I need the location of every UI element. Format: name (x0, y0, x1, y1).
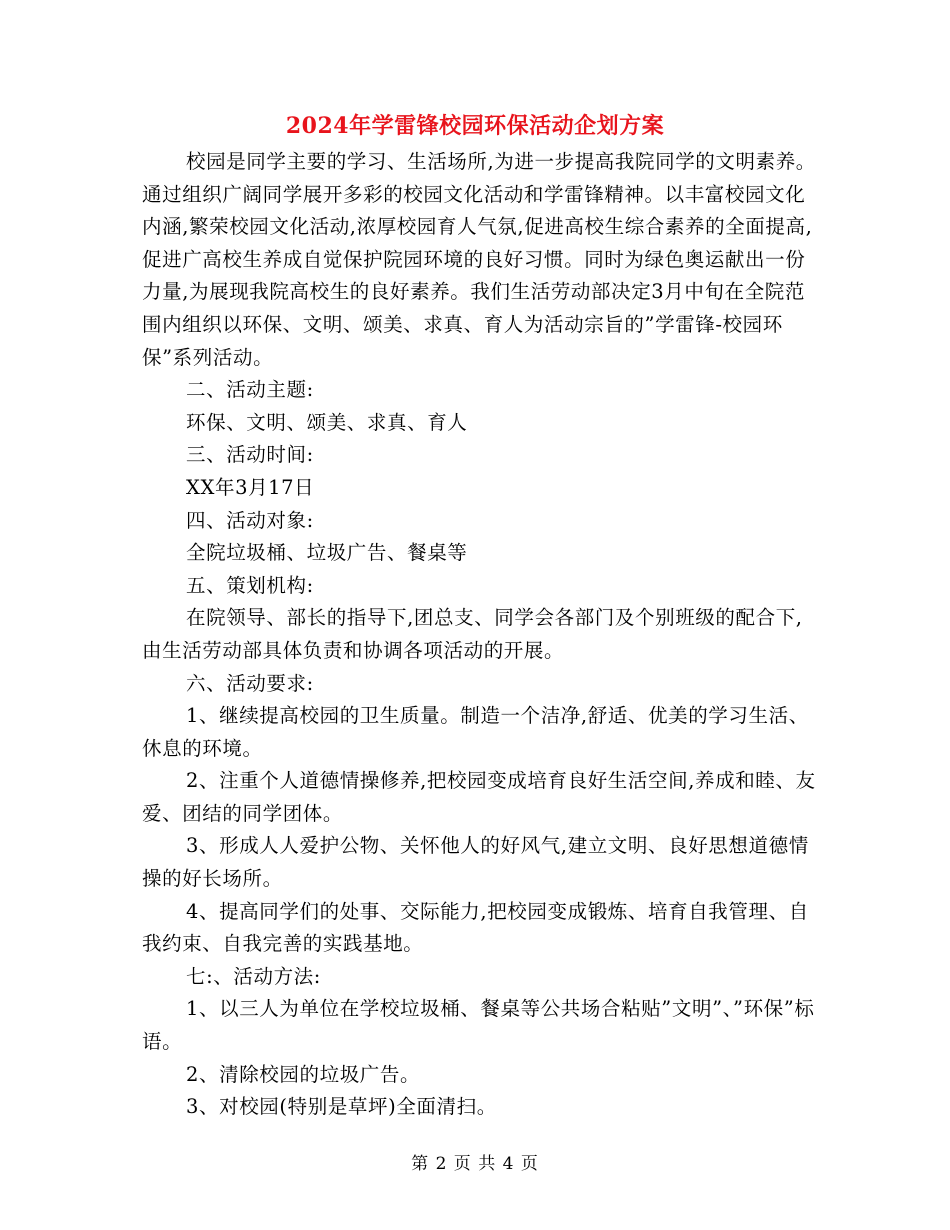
section-content-time: XX年3月17日 (186, 475, 315, 499)
section-content-target: 全院垃圾桶、垃圾广告、餐桌等 (186, 541, 468, 565)
intro-paragraph: 校园是同学主要的学习、生活场所,为进一步提高我院同学的文明素养。通过组织广阔同学展开多彩的校园文化活动和学雷锋精神。以丰富校园文化内涵,繁荣校园文化活动,浓厚校园育人气氛,促进高校生综合素养的全面提高,促进广高校生养成自觉保护院园环境的良好习惯。同时为绿色奥运献出一份力量,为展现我院高校生的良好素养。我们生活劳动部决定3月中旬在全院范围内组织以环保、文明、颂美、求真、育人为活动宗旨的”学雷锋-校园环保”系列活动。 (142, 150, 816, 369)
document-title: 2024年学雷锋校园环保活动企划方案 (285, 113, 665, 139)
section-content-theme: 环保、文明、颂美、求真、育人 (186, 410, 468, 434)
method-item: 2、清除校园的垃圾广告。 (186, 1062, 421, 1086)
section-heading-methods: 七:、活动方法: (186, 964, 321, 988)
method-item: 3、对校园(特别是草坪)全面清扫。 (186, 1095, 497, 1119)
document-body (142, 146, 822, 1124)
section-heading-target: 四、活动对象: (186, 508, 314, 532)
section-heading-requirements: 六、活动要求: (186, 671, 314, 695)
section-heading-theme: 二、活动主题: (186, 378, 314, 402)
requirement-item: 4、提高同学们的处事、交际能力,把校园变成锻炼、培育自我管理、自我约束、自我完善的实践基地。 (142, 899, 809, 956)
section-heading-organizer: 五、策划机构: (186, 573, 314, 597)
method-item: 1、以三人为单位在学校垃圾桶、餐桌等公共场合粘贴”文明”、”环保”标语。 (142, 997, 815, 1054)
requirement-item: 2、注重个人道德情操修养,把校园变成培育良好生活空间,养成和睦、友爱、团结的同学团体。 (142, 769, 816, 825)
section-content-organizer: 在院领导、部长的指导下,团总支、同学会各部门及个别班级的配合下,由生活劳动部具体负责和协调各项活动的开展。 (142, 606, 803, 662)
page-footer: 第 2 页 共 4 页 (411, 1154, 539, 1174)
requirement-item: 3、形成人人爱护公物、关怀他人的好风气,建立文明、良好思想道德情操的好长场所。 (142, 834, 809, 891)
requirement-item: 1、继续提高校园的卫生质量。制造一个洁净,舒适、优美的学习生活、休息的环境。 (142, 704, 809, 760)
section-heading-time: 三、活动时间: (186, 443, 314, 467)
